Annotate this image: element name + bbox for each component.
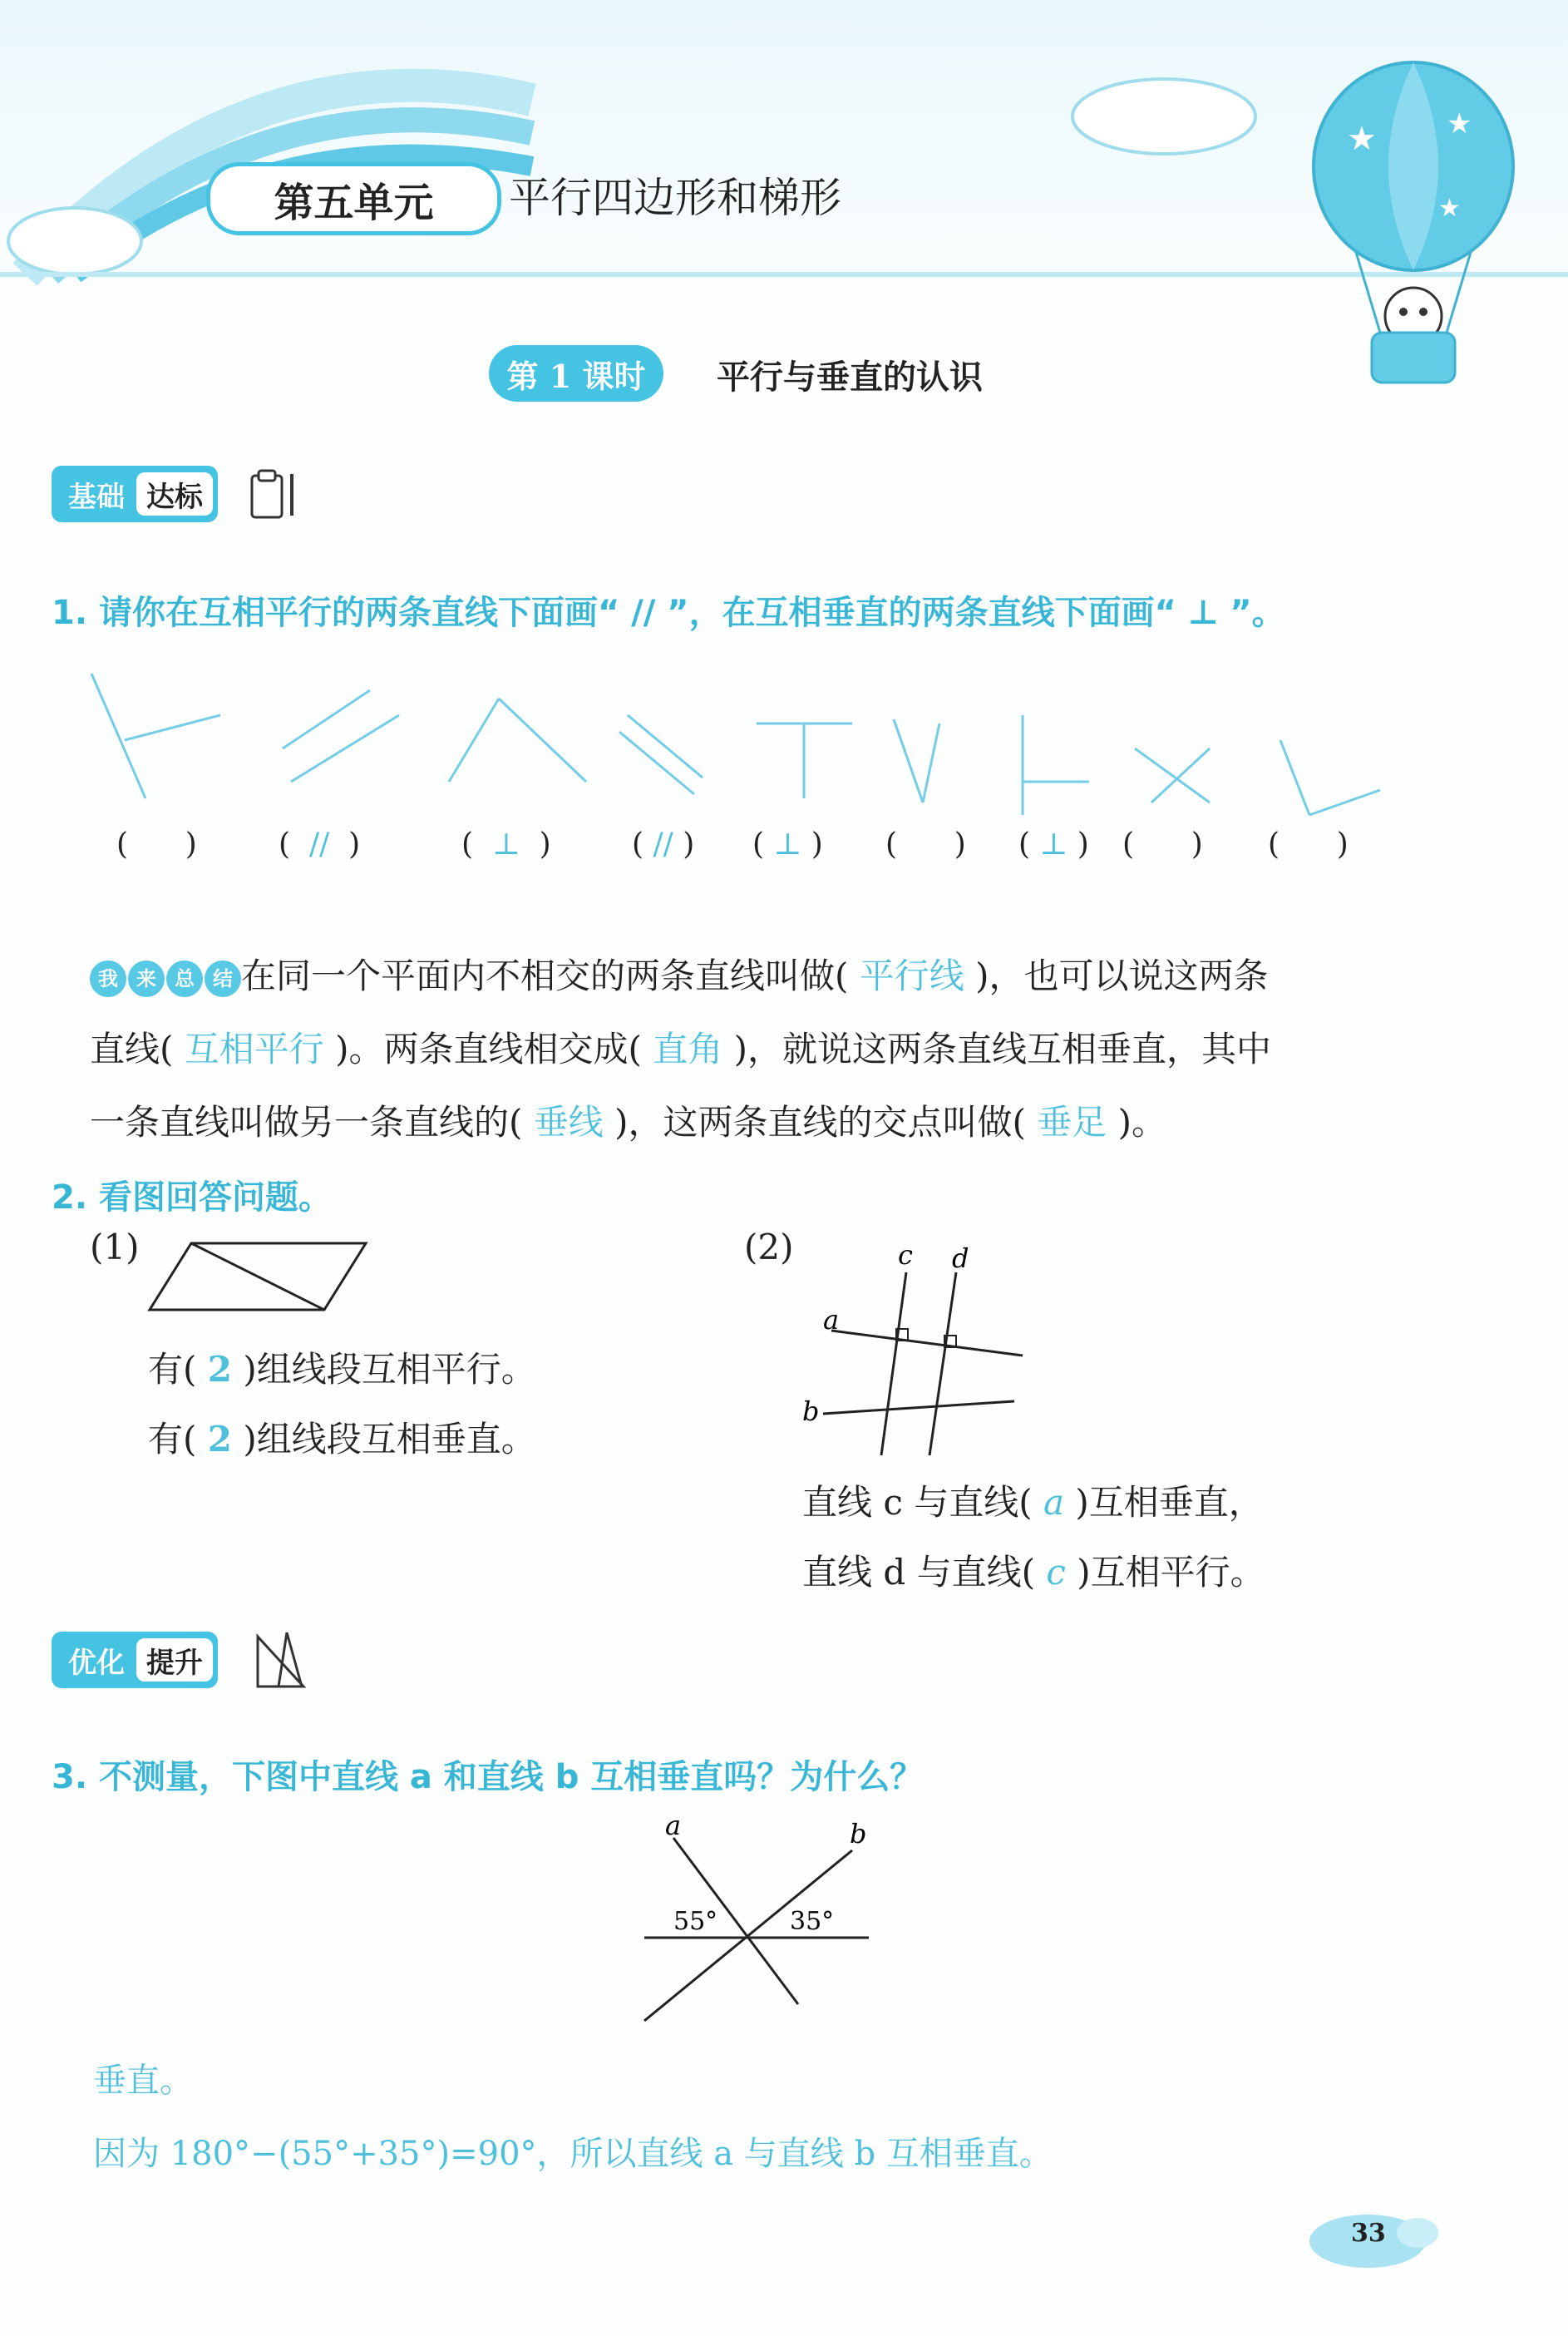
svg-text:★: ★ [1438,194,1461,223]
q2-answer-1[interactable]: 2 [207,1349,232,1390]
summary-answer-4[interactable]: 垂线 [533,1102,604,1143]
svg-text:★: ★ [1347,120,1377,158]
q1-answer-blank-7[interactable]: ( ⊥ ) [1018,827,1089,862]
q1-line-figures [0,657,1568,823]
unit-label: 第五单元 [206,162,501,235]
section-adv-left: 优化 [68,1646,125,1680]
angle-35-label: 35° [790,1907,835,1936]
question-1-text: 1. 请你在互相平行的两条直线下面画“ // ”，在互相垂直的两条直线下面画“ ⊥ ”。 [52,594,1285,632]
svg-text:★: ★ [1447,107,1472,141]
angle-55-label: 55° [673,1907,718,1936]
summary-answer-1[interactable]: 平行线 [859,956,964,996]
q1-answer-blank-8[interactable]: ( ) [1122,827,1203,862]
summary-paragraph: 我 来 总 结 在同一个平面内不相交的两条直线叫做( 平行线 )，也可以说这两条 直线( 互相平行 )。两条直线相交成( 直角 )，就说这两条直线互相垂直，其中 一条直线叫做另一条直线的( 垂线 )，这两条直线的交点叫做( 垂足 )。 [90,956,1272,1143]
label-b: b [802,1395,820,1427]
q1-answer-blank-2[interactable]: ( // ) [279,827,361,862]
q2-answer-2[interactable]: 2 [207,1419,232,1459]
section-adv-right: 提升 [136,1638,213,1682]
q2-part2-answers: 直线 c 与直线( a )互相垂直， 直线 d 与直线( c )互相平行。 [802,1482,1265,1593]
question-2-text: 2. 看图回答问题。 [52,1178,332,1217]
q3-answer-1: 垂直。 [93,2062,193,2100]
perpendicular-lines-figure [798,1239,1048,1464]
q3-answer-2: 因为 180°−(55°+35°)=90°，所以直线 a 与直线 b 互相垂直。 [93,2135,1053,2173]
parallelogram-figure [141,1235,391,1318]
q2-part1-answers: 有( 2 )组线段互相平行。 有( 2 )组线段互相垂直。 [148,1349,536,1459]
angle-figure [632,1810,898,2037]
label-a: a [665,1810,682,1841]
label-d: d [952,1242,969,1274]
q2-part1-label: (1) [90,1227,140,1267]
section-basic-badge [52,466,218,522]
summary-answer-3[interactable]: 直角 [653,1029,723,1069]
q2-answer-3[interactable]: a [1043,1482,1065,1523]
question-3-text: 3. 不测量，下图中直线 a 和直线 b 互相垂直吗？为什么？ [52,1758,924,1796]
lesson-title: 平行与垂直的认识 [717,358,983,397]
q2-part2-label: (2) [744,1227,794,1267]
q1-answer-blank-3[interactable]: ( ⊥ ) [461,827,551,862]
ruler-compass-icon [254,1628,312,1691]
q2-answer-4[interactable]: c [1046,1552,1066,1593]
summary-answer-2[interactable]: 互相平行 [184,1029,324,1069]
lesson-label: 第 1 课时 [489,345,663,402]
hot-air-balloon-icon [1280,58,1546,407]
q1-answer-blank-9[interactable]: ( ) [1268,827,1349,862]
label-b: b [850,1818,867,1850]
q1-answer-blank-4[interactable]: ( // ) [632,827,695,862]
label-a: a [823,1304,840,1336]
section-basic-left: 基础 [68,480,125,514]
q1-answer-blank-5[interactable]: ( ⊥ ) [752,827,823,862]
q1-answer-blank-1[interactable]: ( ) [116,827,197,862]
page-number: 33 [1351,2219,1386,2248]
section-adv-badge [52,1632,218,1688]
q1-answer-blank-6[interactable]: ( ) [885,827,966,862]
label-c: c [898,1239,913,1271]
summary-answer-5[interactable]: 垂足 [1037,1102,1107,1143]
summary-tag: 我 来 总 结 [90,961,241,997]
clipboard-icon [245,466,303,524]
unit-title: 平行四边形和梯形 [509,174,841,222]
section-basic-right: 达标 [136,472,213,516]
